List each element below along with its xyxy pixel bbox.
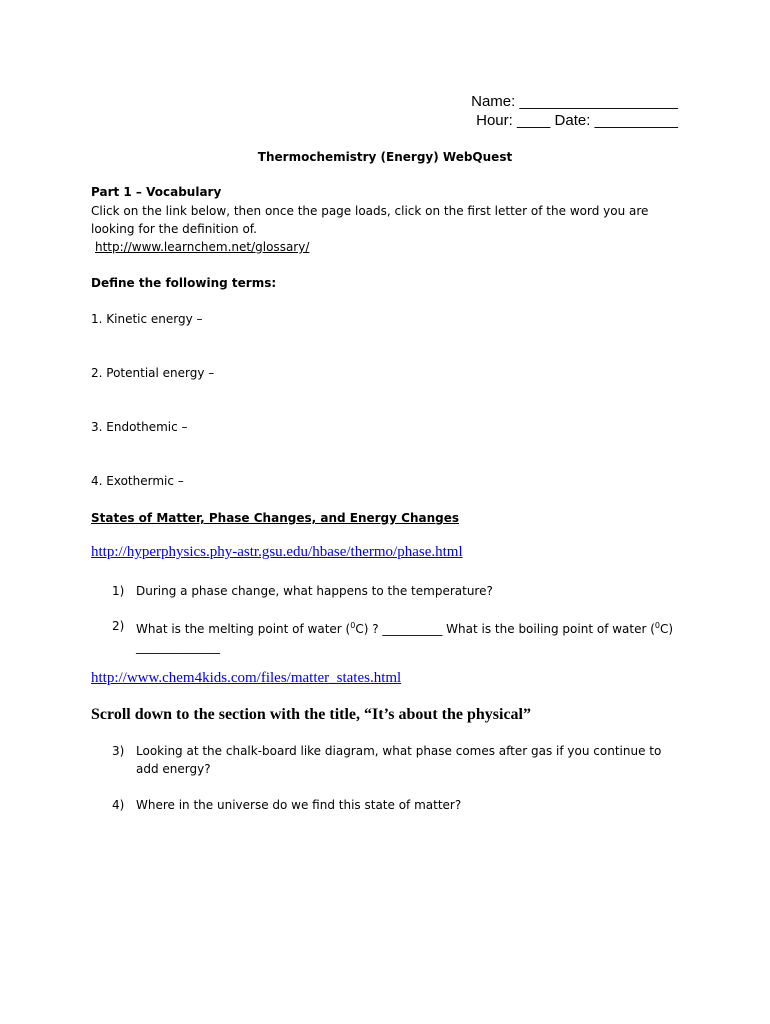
- glossary-link[interactable]: [95, 240, 309, 254]
- question-4-text: Where in the universe do we find this state of matter?: [136, 798, 462, 812]
- question-2-text-a: What is the melting point of water (: [136, 622, 351, 636]
- hour-blank: ____: [516, 112, 551, 129]
- degree-sup-2: 0: [654, 621, 661, 630]
- glossary-link-text[interactable]: http://www.learnchem.net/glossary/: [95, 240, 310, 254]
- question-2-number: 2): [112, 619, 125, 633]
- question-4-number: 4): [112, 798, 125, 812]
- name-label: Name:: [471, 93, 516, 110]
- date-label: Date:: [554, 112, 591, 129]
- hyperphysics-link[interactable]: http://hyperphysics.phy-astr.gsu.edu/hbase/thermo/phase.html: [91, 544, 463, 560]
- question-3-number: 3): [112, 744, 125, 758]
- question-2-text-b: C) ? __________ What is the boiling point of water (: [355, 622, 655, 636]
- question-3: [112, 742, 682, 778]
- question-2-text: [136, 617, 682, 656]
- name-blank: ___________________: [519, 93, 678, 110]
- instructions-line-1: Click on the link below, then once the page loads, click on the first letter of the word you are: [91, 204, 649, 218]
- page-title: Thermochemistry (Energy) WebQuest: [257, 150, 513, 164]
- question-1-text: During a phase change, what happens to the temperature?: [136, 584, 493, 598]
- question-1-number: 1): [112, 584, 125, 598]
- date-blank: __________: [594, 112, 678, 129]
- scroll-heading: Scroll down to the section with the title, “It’s about the physical”: [91, 706, 531, 723]
- name-line: [471, 93, 678, 110]
- question-1: [112, 582, 682, 600]
- instructions-line-2: looking for the definition of.: [91, 222, 257, 236]
- hour-date-line: [476, 112, 678, 129]
- term-exothermic: 4. Exothermic –: [91, 474, 184, 488]
- question-4: [112, 796, 682, 814]
- chem4kids-link[interactable]: http://www.chem4kids.com/files/matter_states.html: [91, 670, 402, 686]
- term-endothemic: 3. Endothemic –: [91, 420, 188, 434]
- question-2: [112, 617, 682, 656]
- section2-heading: States of Matter, Phase Changes, and Energy Changes: [91, 511, 460, 525]
- question-2-text-c: C) ______________: [136, 622, 674, 654]
- term-kinetic-energy: 1. Kinetic energy –: [91, 312, 203, 326]
- degree-sup-1: 0: [350, 621, 356, 630]
- part1-heading: Part 1 – Vocabulary: [91, 185, 222, 199]
- define-heading: Define the following terms:: [91, 276, 277, 290]
- hour-label: Hour:: [476, 112, 513, 129]
- question-3-text: Looking at the chalk-board like diagram, what phase comes after gas if you continue to add energy?: [136, 744, 662, 776]
- term-potential-energy: 2. Potential energy –: [91, 366, 215, 380]
